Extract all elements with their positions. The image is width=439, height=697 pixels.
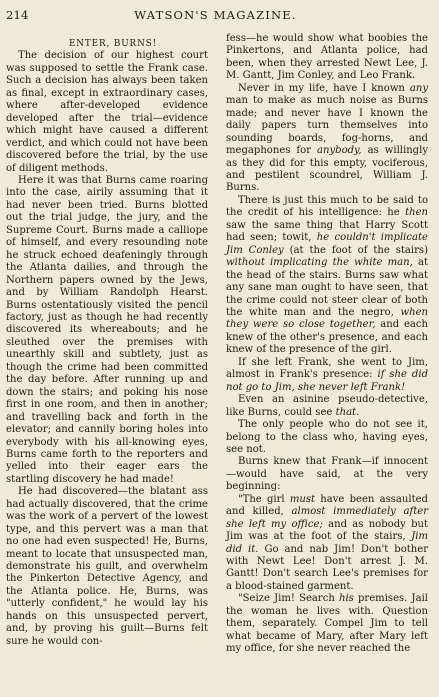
text-run: "The girl — [238, 493, 290, 505]
text-run: saw the same thing that Harry Scott had seen; towit, — [226, 219, 428, 244]
text-run: If she left Frank, she went to Jim, almost in Frank's presence: — [226, 356, 428, 381]
right-paragraph — [226, 357, 428, 394]
right-paragraph — [226, 593, 428, 655]
left-column — [6, 38, 208, 648]
text-run: Even an asinine pseudo-detective, like Burns, could see — [226, 394, 428, 418]
text-run: at the head of the stairs. Burns saw what any sane man ought to have seen, that the crime could not steer clear of both the white man and the negro, — [226, 257, 428, 318]
italic-run: that. — [335, 406, 360, 418]
italic-run: anybody, — [317, 145, 362, 157]
right-paragraph: The only people who do not see it, belong to the class who, having eyes, see not. — [226, 419, 428, 455]
left-paragraph: Here it was that Burns came roaring into the case, airily assuming that it had never been tried. Burns blotted out the trial judge, the jury, and the Supreme Court. Burns made a calliope of himself, and every resounding note he struck echoed deafeningly through the Atlanta dailies, and through the Northern papers owned by the Jews, and by William Randolph Hearst. Burns ostentatiously visited the pencil factory, just as though he had recently discovered its whereabouts; and he sleuthed over the premises with unearthly skill and subtlety, just as though the crime had been committed the day before. After running up and down the stairs; and poking his nose first in one room, and then in another; and travelling back and forth in the elevator; and cannily boring holes into everybody with his all-knowing eyes, Burns came forth to the reporters and yelled into their eager ears the startling discovery he had made! — [6, 174, 208, 485]
right-paragraph — [226, 195, 428, 357]
left-paragraph: The decision of our highest court was supposed to settle the Frank case. Such a decision has always been taken as final, except in extraordinary cases, where after-developed evidence developed after the trial—evidence which might have caused a different verdict, and which could not have been discovered before the trial, by the use of diligent methods. — [6, 50, 208, 174]
text-run: Never in my life, have I known — [238, 82, 410, 94]
italic-run: must — [289, 493, 316, 505]
text-run: premises. Jail the woman he lives with. Question them, separately. Compel Jim to tell what became of Mary, after Mary left my office, for she never reached the — [226, 593, 428, 655]
italic-run: almost immediately after she left my office; — [226, 506, 428, 530]
text-run: Go and nab Jim! Don't bother with Newt Lee! Don't arrest J. M. Gantt! Don't search Lee's premises for a blood-stained garment. — [226, 543, 429, 592]
right-paragraph: Burns knew that Frank—if innocent —would have said, at the very beginning: — [226, 456, 428, 493]
italic-run: any — [409, 82, 428, 94]
italic-run: if she did not go to Jim, she never left Frank! — [226, 369, 428, 393]
left-paragraph: He had discovered—the blatant ass had actually discovered, that the crime was the work of a pervert of the lowest type, and this pervert was a man that no one had even suspected! He, Burns, meant to locate that unsuspected man, demonstrate his guilt, and overwhelm the Pinkerton Detective Agency, and the Atlanta police. He, Burns, was "utterly confident," he would lay his hands on this unsuspected pervert, and, by proving his guilt—Burns felt sure he would con- — [6, 486, 208, 647]
right-paragraph — [226, 494, 428, 594]
magazine-title: WATSON'S MAGAZINE. — [134, 8, 297, 22]
right-paragraph — [226, 394, 428, 419]
text-run: man to make as much noise as Burns made; and never have I known the daily papers turn themselves into sounding boards, fog-horns, and megaphones for — [226, 95, 428, 157]
right-column — [226, 33, 428, 656]
text-run: (at the foot of the stairs) — [283, 244, 428, 256]
italic-run: without implicating the white man, — [226, 257, 413, 269]
right-paragraph — [226, 83, 428, 195]
right-paragraph: fess—he would show what boobies the Pinkertons, and Atlanta police, had been, when they arrested Newt Lee, J. M. Gantt, Jim Conley, and Leo Frank. — [226, 33, 428, 82]
text-run: have been assaulted and killed, — [226, 493, 428, 518]
text-run: and each knew of the other's presence, and each knew of the presence of the girl. — [226, 319, 429, 356]
italic-run: Jim did it. — [226, 531, 428, 555]
italic-run: then — [405, 207, 428, 219]
page-number: 214 — [6, 8, 29, 22]
italic-run: his — [338, 593, 354, 605]
italic-run: when they were so close together, — [226, 306, 428, 331]
text-run: and as nobody but Jim was at the foot of the stairs, — [226, 518, 429, 543]
page-header — [6, 8, 425, 22]
text-run: There is just this much to be said to the credit of his intelligence: he — [226, 194, 428, 219]
text-run: as willingly as they did for this empty, vociferous, and pestilent scoundrel, William J. Burns. — [226, 145, 428, 194]
section-title: ENTER, BURNS! — [68, 39, 158, 49]
text-run: "Seize Jim! Search — [238, 593, 339, 605]
italic-run: he couldn't implicate Jim Conley — [226, 232, 428, 256]
